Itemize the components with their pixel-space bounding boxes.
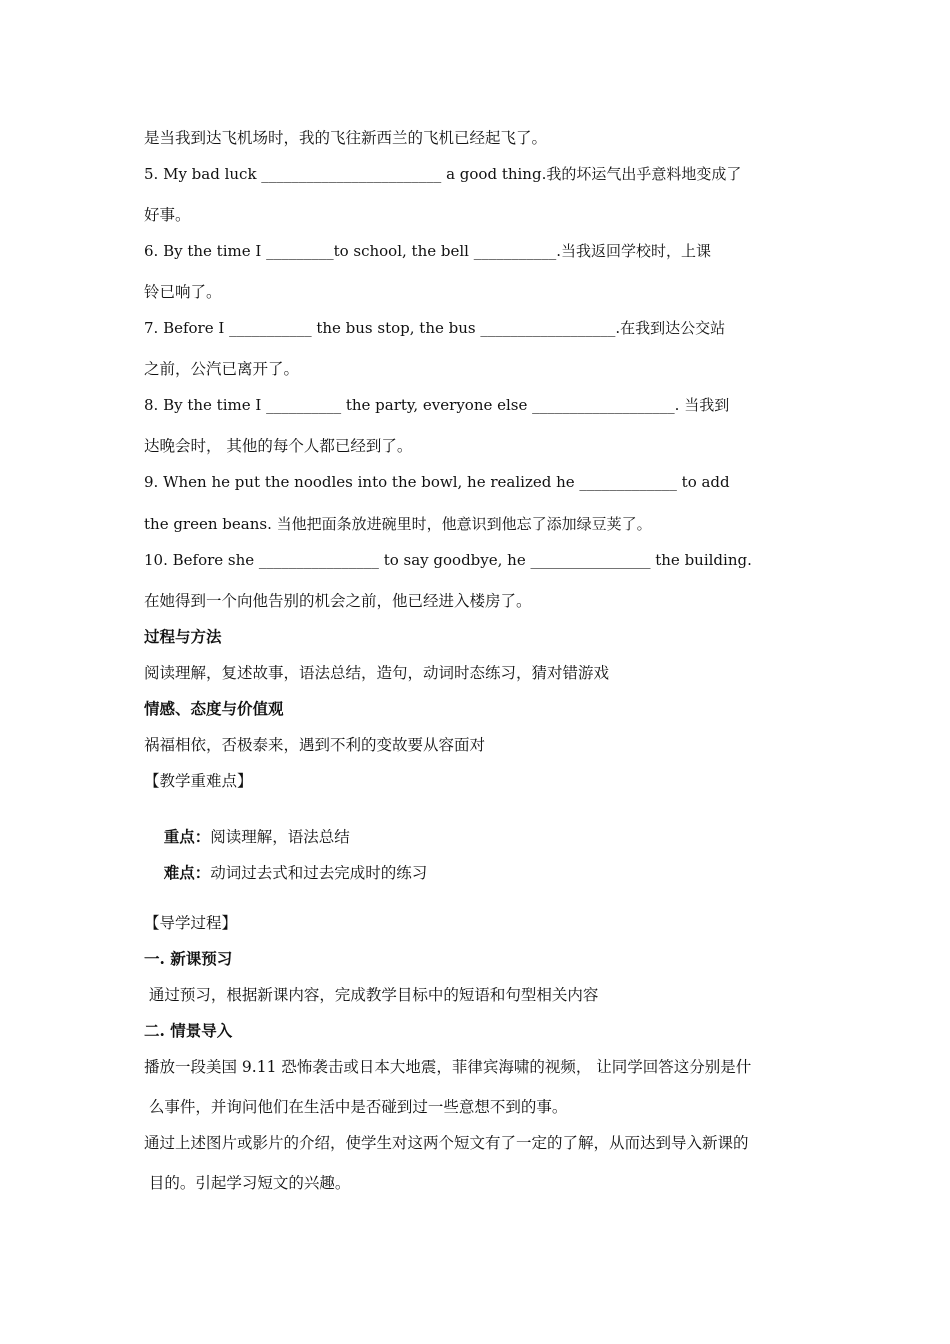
- exercise-6-translation: 铃已响了。: [144, 283, 222, 301]
- emotion-attitude-content: 祸福相依，否极泰来，遇到不利的变故要从容面对: [144, 736, 486, 754]
- step-2-heading: 二. 情景导入: [144, 1021, 233, 1040]
- step-2-paragraph-2-line-1: 通过上述图片或影片的介绍，使学生对这两个短文有了一定的了解，从而达到导入新课的: [144, 1134, 749, 1152]
- step-2-paragraph-1-line-2: 么事件，并询问他们在生活中是否碰到过一些意想不到的事。: [144, 1098, 568, 1116]
- exercise-7-line: 7. Before I ___________ the bus stop, the bus __________________.在我到达公交站: [144, 319, 726, 337]
- section-heading-key-points: 【教学重难点】: [144, 772, 253, 790]
- exercise-6-line: 6. By the time I _________to school, the bell ___________.当我返回学校时，上课: [144, 242, 711, 260]
- exercise-8-translation: 达晚会时， 其他的每个人都已经到了。: [144, 437, 413, 455]
- process-method-content: 阅读理解，复述故事，语法总结，造句，动词时态练习，猜对错游戏: [144, 664, 610, 682]
- exercise-9-line: 9. When he put the noodles into the bowl, he realized he _____________ to add: [144, 473, 730, 491]
- exercise-9-translation: the green beans. 当他把面条放进碗里时，他意识到他忘了添加绿豆荚了。: [144, 515, 652, 533]
- section-heading-emotion-attitude: 情感、态度与价值观: [144, 699, 284, 718]
- difficult-point-label: 难点：: [163, 863, 211, 882]
- exercise-7-translation: 之前，公汽已离开了。: [144, 360, 300, 378]
- difficult-point-line: [144, 843, 427, 903]
- step-1-heading: 一. 新课预习: [144, 949, 233, 968]
- exercise-5-line: 5. My bad luck ________________________ a good thing.我的坏运气出乎意料地变成了: [144, 165, 742, 183]
- step-1-content: 通过预习，根据新课内容，完成教学目标中的短语和句型相关内容: [144, 986, 599, 1004]
- section-heading-learning-process: 【导学过程】: [144, 914, 238, 932]
- exercise-10-line: 10. Before she ________________ to say goodbye, he ________________ the building.: [144, 551, 752, 569]
- step-2-paragraph-1-line-1: 播放一段美国 9.11 恐怖袭击或日本大地震，菲律宾海啸的视频， 让同学回答这分别是什: [144, 1058, 752, 1076]
- key-point-label: 重点：: [163, 827, 211, 846]
- difficult-point-content: 动词过去式和过去完成时的练习: [210, 864, 428, 882]
- step-2-paragraph-2-line-2: 目的。引起学习短文的兴趣。: [144, 1174, 351, 1192]
- exercise-4-translation-continued: 是当我到达飞机场时，我的飞往新西兰的飞机已经起飞了。: [144, 129, 548, 147]
- section-heading-process-method: 过程与方法: [144, 627, 222, 646]
- key-point-content: 阅读理解，语法总结: [210, 828, 350, 846]
- exercise-8-line: 8. By the time I __________ the party, everyone else ___________________. 当我到: [144, 396, 730, 414]
- exercise-5-translation: 好事。: [144, 206, 191, 224]
- exercise-10-translation: 在她得到一个向他告别的机会之前，他已经进入楼房了。: [144, 592, 532, 610]
